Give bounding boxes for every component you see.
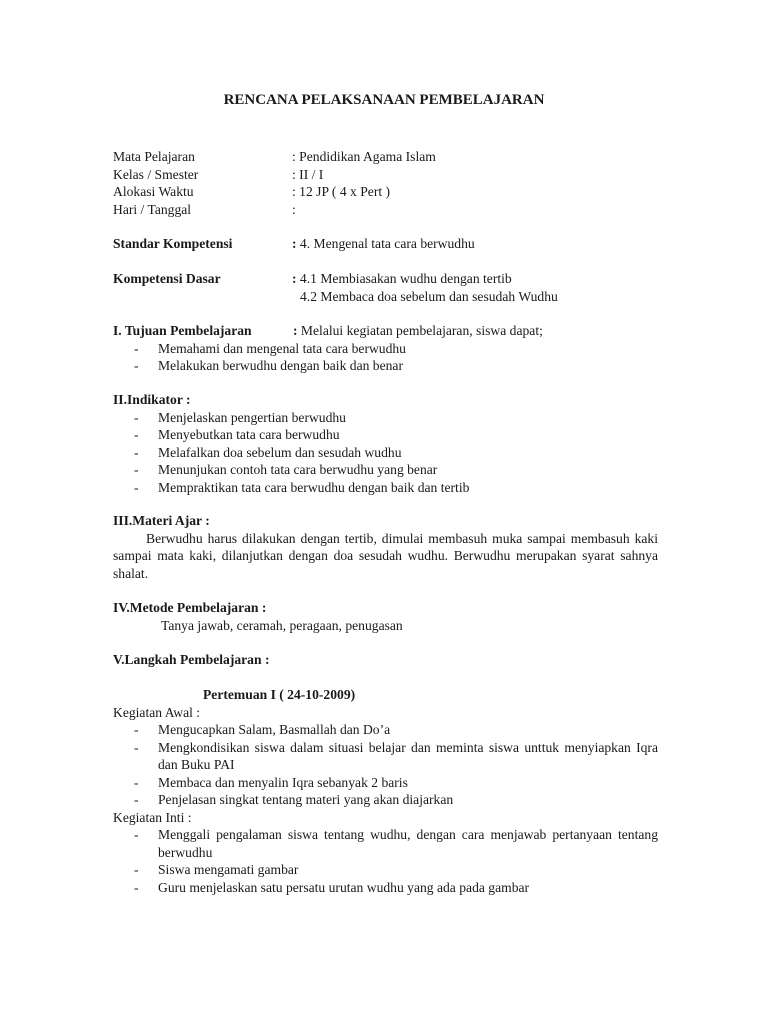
identity-row — [113, 148, 658, 166]
identity-row — [113, 166, 658, 184]
metode-heading: IV.Metode Pembelajaran : — [113, 600, 267, 615]
identity-row — [113, 201, 658, 219]
kegiatan-awal-list — [113, 721, 658, 809]
kegiatan-awal-label: Kegiatan Awal : — [113, 704, 201, 720]
identity-row — [113, 183, 658, 201]
langkah-heading: V.Langkah Pembelajaran : — [113, 652, 270, 667]
list-item: - Menjelaskan pengertian berwudhu — [134, 409, 346, 425]
metode-text: Tanya jawab, ceramah, peragaan, penugasan — [161, 617, 403, 633]
kegiatan-inti-list — [113, 826, 658, 896]
tujuan-value: Melalui kegiatan pembelajaran, siswa dapat; — [297, 323, 543, 338]
pertemuan-title: Pertemuan I ( 24-10-2009) — [203, 687, 356, 702]
kd-value-2: 4.2 Membaca doa sebelum dan sesudah Wudhu — [300, 288, 558, 304]
tujuan-heading: I. Tujuan Pembelajaran — [113, 323, 252, 338]
list-item: - Melakukan berwudhu dengan baik dan benar — [134, 358, 403, 373]
list-item: - Mengkondisikan siswa dalam situasi belajar dan meminta siswa unttuk menyiapkan Iqra dan Buku PAI — [134, 739, 658, 772]
list-item: - Menunjukan contoh tata cara berwudhu yang benar — [134, 462, 438, 477]
tujuan-colon: : — [293, 323, 298, 338]
identity-value: : Pendidikan Agama Islam — [292, 149, 436, 164]
indikator-section — [113, 391, 658, 496]
document-title: RENCANA PELAKSANAAN PEMBELAJARAN — [223, 92, 545, 108]
materi-heading: III.Materi Ajar : — [113, 513, 210, 528]
identity-label: Alokasi Waktu — [113, 184, 194, 199]
list-item: - Menggali pengalaman siswa tentang wudhu, dengan cara menjawab pertanyaan tentang berwudhu — [134, 827, 658, 860]
identity-label: Mata Pelajaran — [113, 149, 195, 164]
identity-value: : II / I — [292, 166, 324, 182]
sk-label: Standar Kompetensi — [113, 236, 233, 251]
list-item: - Siswa mengamati gambar — [134, 862, 299, 877]
kd-colon: : — [292, 271, 297, 286]
list-item: - Guru menjelaskan satu persatu urutan wudhu yang ada pada gambar — [134, 879, 530, 895]
list-item: - Menyebutkan tata cara berwudhu — [134, 427, 340, 442]
identity-table — [113, 148, 658, 218]
pertemuan-section — [113, 686, 658, 896]
list-item: - Membaca dan menyalin Iqra sebanyak 2 baris — [134, 774, 408, 790]
kegiatan-inti-label: Kegiatan Inti : — [113, 809, 192, 825]
materi-paragraph: Berwudhu harus dilakukan dengan tertib, dimulai membasuh muka sampai membasuh kaki sampai mata kaki, dilanjutkan dengan doa sesudah wudhu. Berwudhu merupakan syarat sahnya shalat. — [113, 530, 658, 581]
identity-label: Kelas / Smester — [113, 166, 199, 182]
metode-section — [113, 599, 658, 634]
kd-value-1: 4.1 Membiasakan wudhu dengan tertib — [296, 271, 512, 286]
list-item: - Mengucapkan Salam, Basmallah dan Do’a — [134, 722, 391, 737]
tujuan-section — [113, 322, 658, 375]
indikator-list — [113, 409, 658, 497]
identity-value: : 12 JP ( 4 x Pert ) — [292, 184, 391, 199]
materi-section — [113, 512, 658, 582]
list-item: - Melafalkan doa sebelum dan sesudah wudhu — [134, 444, 402, 460]
sk-colon: : — [292, 236, 297, 251]
identity-value: : — [292, 201, 296, 217]
sk-value: 4. Mengenal tata cara berwudhu — [296, 236, 475, 251]
kd-label: Kompetensi Dasar — [113, 271, 221, 286]
standar-kompetensi — [113, 235, 658, 253]
indikator-heading: II.Indikator : — [113, 392, 191, 407]
kompetensi-dasar — [113, 270, 658, 305]
langkah-section — [113, 651, 658, 669]
list-item: - Penjelasan singkat tentang materi yang akan diajarkan — [134, 792, 454, 807]
list-item: - Mempraktikan tata cara berwudhu dengan baik dan tertib — [134, 479, 470, 495]
list-item: - Memahami dan mengenal tata cara berwudhu — [134, 340, 406, 356]
tujuan-list — [113, 340, 658, 375]
identity-label: Hari / Tanggal — [113, 201, 192, 217]
